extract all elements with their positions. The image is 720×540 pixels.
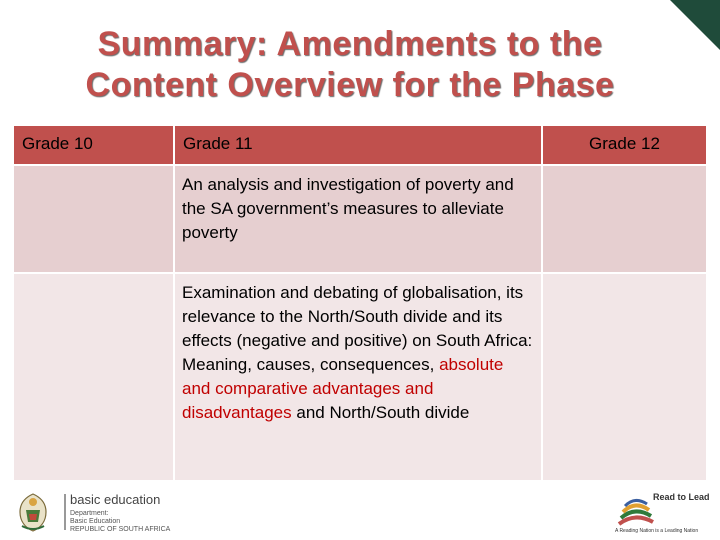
page-title xyxy=(0,24,700,106)
org-sub-1: Department: xyxy=(70,510,109,517)
row2-grade-11-cell xyxy=(174,273,542,481)
org-sub-2: Basic Education xyxy=(70,518,121,525)
header-grade-12 xyxy=(542,125,707,165)
header-grade-12-label: Grade 12 xyxy=(589,134,660,153)
coat-of-arms-icon xyxy=(12,490,54,534)
logo-divider xyxy=(64,494,66,530)
table-header-row xyxy=(13,125,707,165)
row1-grade-10-cell xyxy=(13,165,174,273)
read-to-lead-title: Read to Lead xyxy=(653,492,710,502)
org-sub-3: REPUBLIC OF SOUTH AFRICA xyxy=(70,526,171,533)
header-grade-11-label: Grade 11 xyxy=(183,134,253,153)
header-grade-10 xyxy=(13,125,174,165)
row1-grade-12-cell xyxy=(542,165,707,273)
title-line-2: Content Overview for the Phase xyxy=(85,66,615,104)
book-icon xyxy=(615,494,657,528)
row1-grade-11-cell xyxy=(174,165,542,273)
org-name: basic education xyxy=(70,492,161,507)
row2-text-tail: and North/South divide xyxy=(291,403,470,422)
row2-grade-12-cell xyxy=(542,273,707,481)
row1-grade-11-text: An analysis and investigation of poverty and the SA government’s measures to alleviate poverty xyxy=(182,175,514,242)
basic-education-logo xyxy=(12,490,171,536)
org-sub xyxy=(70,510,170,534)
read-to-lead-logo xyxy=(615,490,710,536)
table-row xyxy=(13,165,707,273)
row2-grade-10-cell xyxy=(13,273,174,481)
title-line-1: Summary: Amendments to the xyxy=(97,25,603,63)
row2-text-highlight: absolute and comparative advantages and disadvantages xyxy=(182,355,504,422)
header-grade-10-label: Grade 10 xyxy=(22,134,93,153)
read-to-lead-tagline: A Reading Nation is a Leading Nation xyxy=(615,528,699,534)
header-grade-11 xyxy=(174,125,542,165)
table-row xyxy=(13,273,707,481)
row2-grade-11-text xyxy=(175,274,541,425)
row2-text-main: Examination and debating of globalisation, its relevance to the North/South divide and its effects (negative and positive) on South Africa: Meaning, causes, consequences, xyxy=(182,283,533,374)
content-table xyxy=(12,124,708,482)
